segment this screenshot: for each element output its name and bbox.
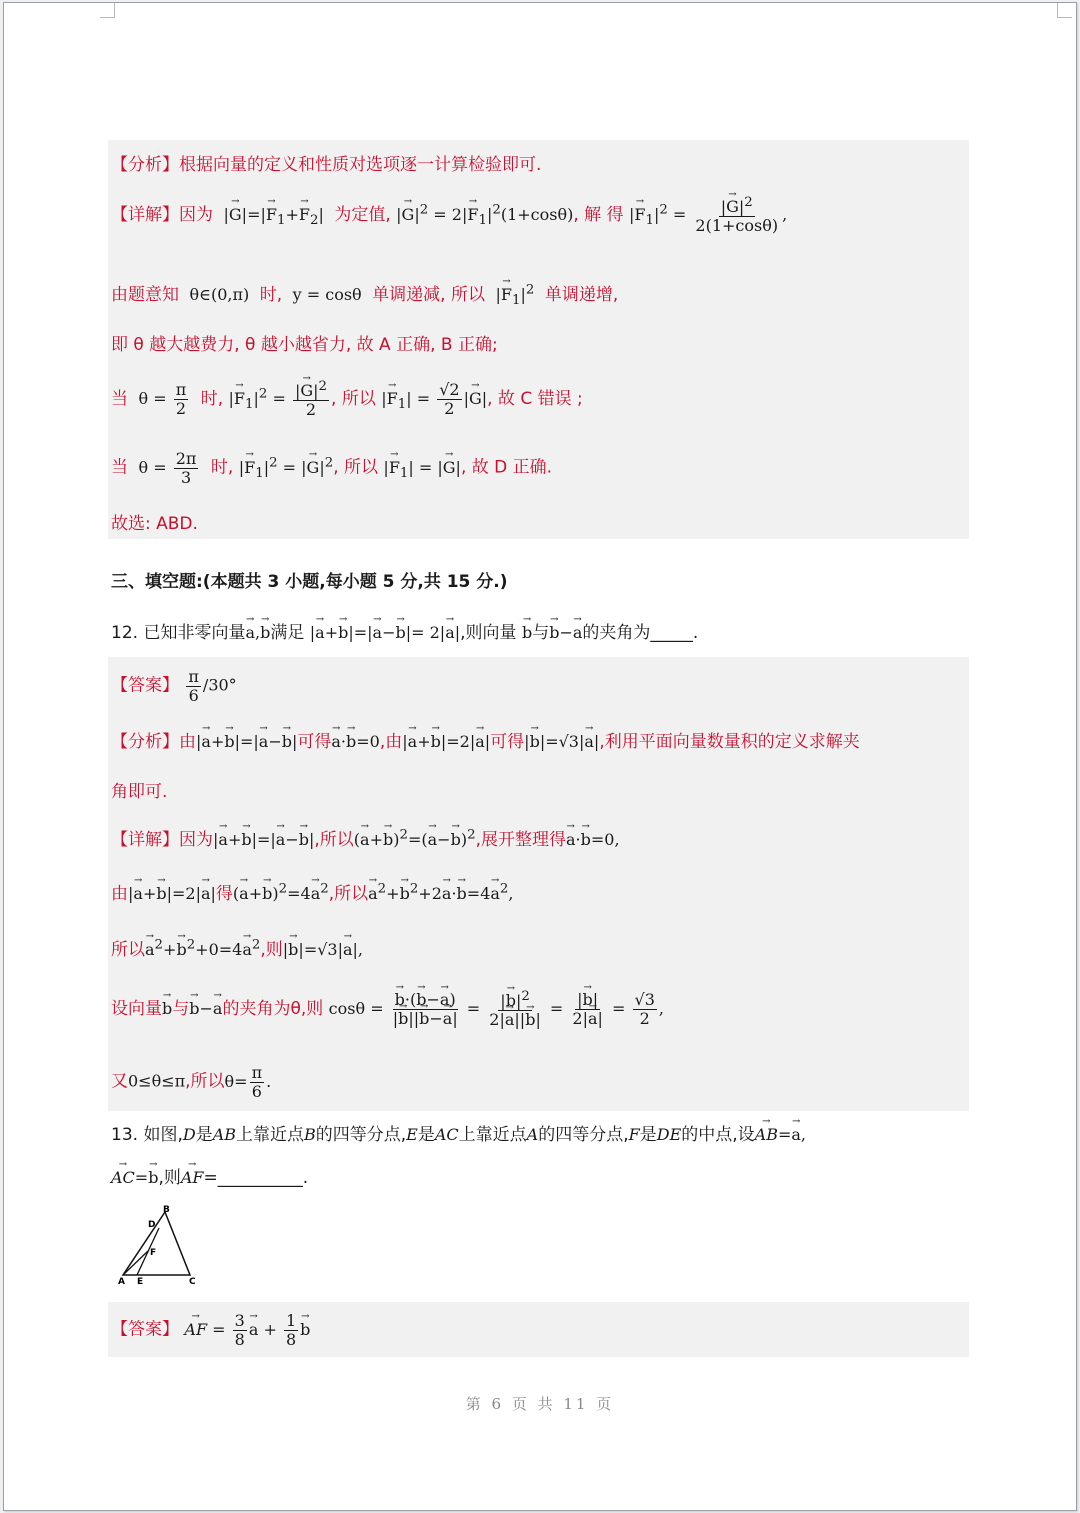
formula: θ∈(0,π) — [184, 285, 255, 304]
formula: |→ a+→ b|=|→ a−→ b| — [213, 830, 314, 849]
page-footer: 第 6 页 共 11 页 — [465, 1395, 615, 1413]
detail-q12-line2: 由|→ a+→ b|=2|→ a|得(→ $a+\to b)^2=4\to a^2$,所以→ $a^2+\to b^2+2\to a\cdot\to b=4\to a^2$, — [111, 879, 514, 904]
formula: → a·→ b=0, — [566, 830, 620, 849]
formula: (→ $a+\to b)^2=(\to a-\to b)^2$ — [354, 830, 476, 849]
formula: θ = $\frac{\pi}{2}$ — [133, 380, 187, 418]
formula: (→ $a+\to b)^2=4\to a^2$ — [233, 884, 329, 903]
formula: 0≤θ≤π — [128, 1071, 186, 1091]
question-13-line2: → AC=→ b,则→ AF=__________. — [111, 1163, 308, 1188]
formula: → b — [522, 623, 532, 642]
label-e: E — [137, 1277, 144, 1285]
formula: y = cosθ — [287, 285, 367, 304]
formula: → $a^2+\to b^2+2\to a\cdot\to b=4\to a^2$, — [368, 884, 513, 903]
detail-q11-line5: 当 θ = $\frac{2\pi}{3}$ 时, |→ $F_1|^2$ = |→ $G|^2$, 所以 |→ $F_1|$ = |→ G|, 故 D 正确. — [111, 450, 552, 486]
choice-q11: 故选: ABD. — [111, 514, 198, 534]
detail-q11-line2: 由题意知 θ∈(0,π) 时, y = cosθ 单调递减, 所以 |→ $F_1|^2$ 单调递增, — [111, 280, 618, 308]
formula: |→ $F_1|^2$ — [490, 285, 539, 304]
label-d: D — [148, 1220, 156, 1230]
answer-q13: 【答案】 → AF = $\frac{3}{8}$ → a + $\frac{1}{8}$ → b — [111, 1312, 310, 1348]
detail-q11-line3: 即 θ 越大越费力, θ 越小越省力, 故 A 正确, B 正确; — [111, 335, 498, 355]
label-a: A — [118, 1277, 125, 1285]
formula: |→ b|=√3|→ a|, — [283, 940, 363, 959]
label-b: B — [163, 1205, 170, 1215]
detail-q12-line1: 【详解】因为|→ a+→ b|=|→ a−→ b|,所以(→ $a+\to b)^2=(\to a-\to b)^2$,展开整理得→ a·→ b=0, — [111, 825, 620, 850]
formula: |→ $F_1|^2$ = $\frac{|\to G|^2}{2(1+\cos\theta)}$ , — [629, 205, 787, 224]
label-f: F — [150, 1248, 157, 1258]
segment-af — [123, 1251, 148, 1275]
detail-q12-line4: 设向量→ b与→ b−→ a的夹角为θ,则 cosθ = → $\frac{b\cdot(\to b-\to a)}{|\to b||\to b-\to a|}$ = $\frac{|\to b|^2}{2|\to a||\to b|}$ = $\frac{|\to b|}{2|\to a|}$ = $\frac{√3}{2}$ , — [111, 990, 664, 1029]
detail-q11-line4: 当 θ = $\frac{\pi}{2}$ 时, |→ $F_1|^2$ = $\frac{|\to G|^2}{2}$ , 所以 |→ $F_1|$ = $\frac{√2}{2}$ |→ G|, 故 C 错误 ; — [111, 380, 583, 419]
formula: → AF — [181, 1168, 204, 1187]
formula: θ = $\frac{2\pi}{3}$ — [133, 449, 197, 487]
formula: |→ a+→ b|=2|→ a| — [402, 732, 490, 751]
label-c: C — [189, 1277, 196, 1285]
formula: |→ a+→ b|=|→ a−→ b|= 2|→ a| — [310, 623, 460, 642]
formula: → b — [162, 999, 172, 1018]
formula: |→ $F_1|$ = |→ G| — [383, 458, 461, 477]
formula: |→ b|=√3|→ a| — [524, 732, 599, 751]
formula: $\frac{\pi}{6}$ — [188, 667, 199, 705]
formula: θ= $\frac{\pi}{6}$ . — [224, 1063, 272, 1101]
formula: |→ $F_1|$ = $\frac{√2}{2}$ |→ G| — [381, 389, 487, 408]
detail-q12-line5: 又0≤θ≤π,所以θ= $\frac{\pi}{6}$ . — [111, 1063, 272, 1101]
section-heading: 三、填空题:(本题共 3 小题,每小题 5 分,共 15 分.) — [111, 572, 508, 592]
detail-q12-line3: 所以→ $a^2+\to b^2+0=4\to a^2$,则|→ b|=√3|→ a|, — [111, 935, 363, 960]
formula: → b−→ a — [549, 623, 582, 642]
formula: |→ $F_1|^2$ = $\frac{|\to G|^2}{2}$ — [229, 389, 331, 408]
triangle-figure — [113, 1203, 205, 1285]
detail-q11-line1: 【详解】因为 |→ $G|=|\to F_1+\to F_2|$ 为定值, |→ $G|^2 = 2|\to F_1|^2(1+\cos\theta)$, 解 得 |→ $F_1|^2$ = $\frac{|\to G|^2}{2(1+\cos\theta)}$ , — [111, 196, 787, 235]
formula: → $a^2+\to b^2+0=4\to a^2$ — [145, 940, 260, 959]
formula: → AB=→ a, — [755, 1125, 806, 1144]
crop-mark — [1057, 3, 1072, 18]
analysis-q12-cont: 角即可. — [111, 782, 168, 802]
analysis-q12: 【分析】由|→ a+→ b|=|→ a−→ b|可得→ a·→ b=0,由|→ a+→ b|=2|→ a|可得|→ b|=√3|→ a|,利用平面向量数量积的定义求解夹 — [111, 727, 860, 752]
analysis-q11: 【分析】根据向量的定义和性质对选项逐一计算检验即可. — [111, 155, 542, 175]
question-13: 13. 如图,D是AB上靠近点B的四等分点,E是AC上靠近点A的四等分点,F是DE的中点,设→ AB=→ a, — [111, 1120, 806, 1145]
question-12: 12. 已知非零向量→ a,→ b满足 |→ a+→ b|=|→ a−→ b|= 2|→ a|,则向量 → b与→ b−→ a的夹角为_____. — [111, 618, 698, 643]
formula: → a,→ b — [245, 623, 270, 642]
formula: |→ $G|^2 = 2|\to F_1|^2(1+\cos\theta)$ — [396, 205, 573, 224]
formula: |→ $F_1|^2$ = |→ $G|^2$ — [239, 458, 333, 477]
formula: cosθ = → $\frac{b\cdot(\to b-\to a)}{|\to b||\to b-\to a|}$ = $\frac{|\to b|^2}{2|\to a||\to b|}$ = $\frac{|\to b|}{2|\to a|}$ = $\frac{√3}{2}$ , — [329, 999, 664, 1018]
formula: → b−→ a — [189, 999, 222, 1018]
formula: → AC=→ b — [111, 1168, 158, 1187]
answer-q12: 【答案】 $\frac{\pi}{6}$ /30° — [111, 667, 237, 705]
formula: → a·→ b=0 — [331, 732, 379, 751]
crop-mark — [100, 3, 115, 18]
formula: → AF = $\frac{3}{8}$ → a + $\frac{1}{8}$ → b — [184, 1320, 310, 1339]
formula: |→ a+→ b|=2|→ a| — [128, 884, 216, 903]
formula: |→ a+→ b|=|→ a−→ b| — [196, 732, 297, 751]
formula: |→ $G|=|\to F_1+\to F_2|$ — [218, 205, 329, 224]
